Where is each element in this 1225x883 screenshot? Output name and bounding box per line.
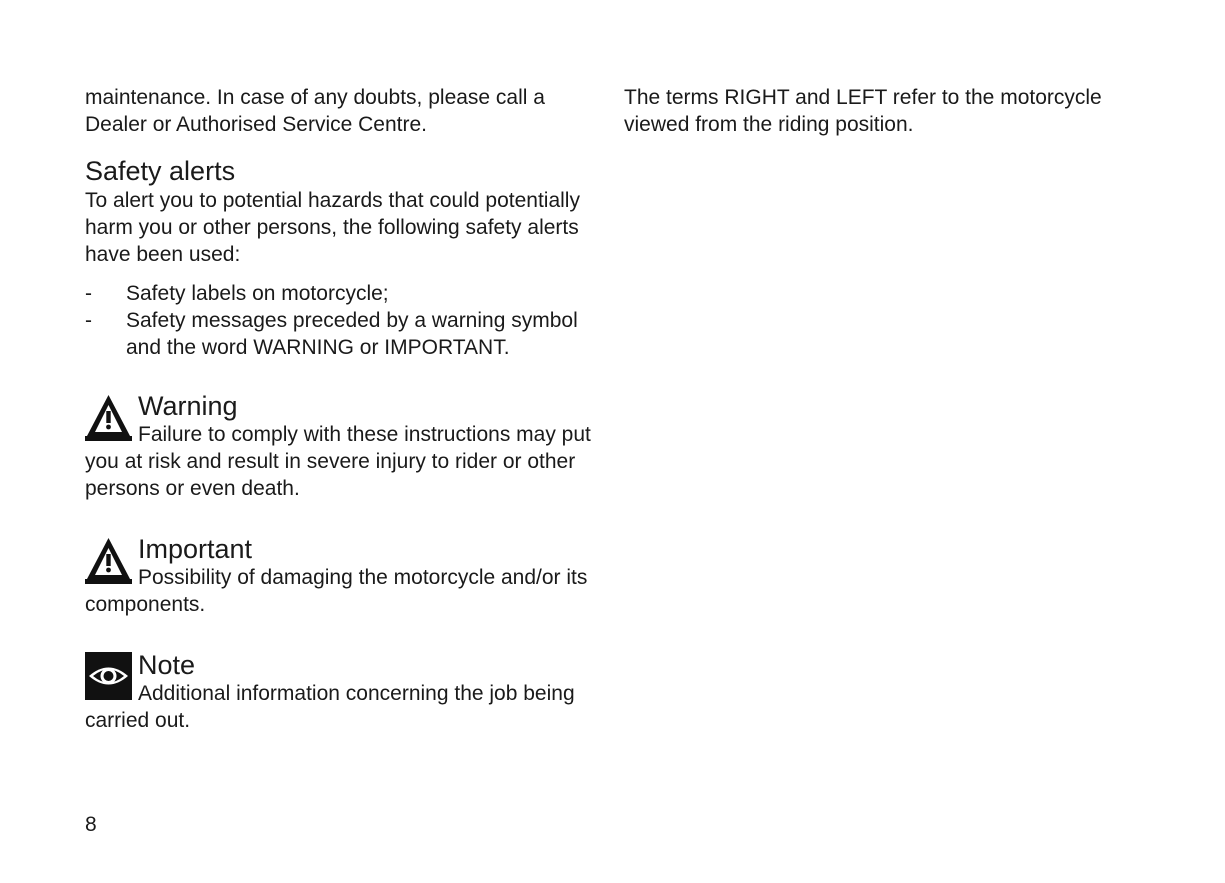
safety-alerts-heading: Safety alerts [85, 156, 236, 186]
warning-body: Failure to comply with these instructions may put you at risk and result in severe injury to rider or other persons or even death. [85, 423, 591, 500]
list-item [85, 307, 605, 361]
right-paragraph: The terms RIGHT and LEFT refer to the motorcycle viewed from the riding position. [624, 86, 1102, 136]
safety-alerts-list [85, 280, 605, 361]
list-dash: - [85, 309, 92, 332]
list-item [85, 280, 605, 307]
list-item-text: Safety labels on motorcycle; [126, 282, 389, 305]
warning-triangle-icon [85, 536, 132, 584]
warning-title: Warning [138, 391, 238, 421]
note-body: Additional information concerning the job being carried out. [85, 682, 575, 732]
warning-alert [85, 391, 605, 502]
note-title: Note [138, 650, 196, 680]
eye-icon [85, 652, 132, 700]
list-item-text: Safety messages preceded by a warning symbol and the word WARNING or IMPORTANT. [126, 309, 578, 359]
safety-alerts-text: To alert you to potential hazards that could potentially harm you or other persons, the following safety alerts have been used: [85, 189, 580, 266]
warning-triangle-icon [85, 393, 132, 441]
page-number: 8 [85, 813, 97, 836]
note-alert [85, 650, 605, 734]
intro-paragraph: maintenance. In case of any doubts, please call a Dealer or Authorised Service Centre. [85, 86, 545, 136]
important-title: Important [138, 534, 253, 564]
important-alert [85, 534, 605, 618]
important-body: Possibility of damaging the motorcycle and/or its components. [85, 566, 588, 616]
list-dash: - [85, 282, 92, 305]
right-column [624, 84, 1144, 138]
left-column [85, 84, 605, 734]
